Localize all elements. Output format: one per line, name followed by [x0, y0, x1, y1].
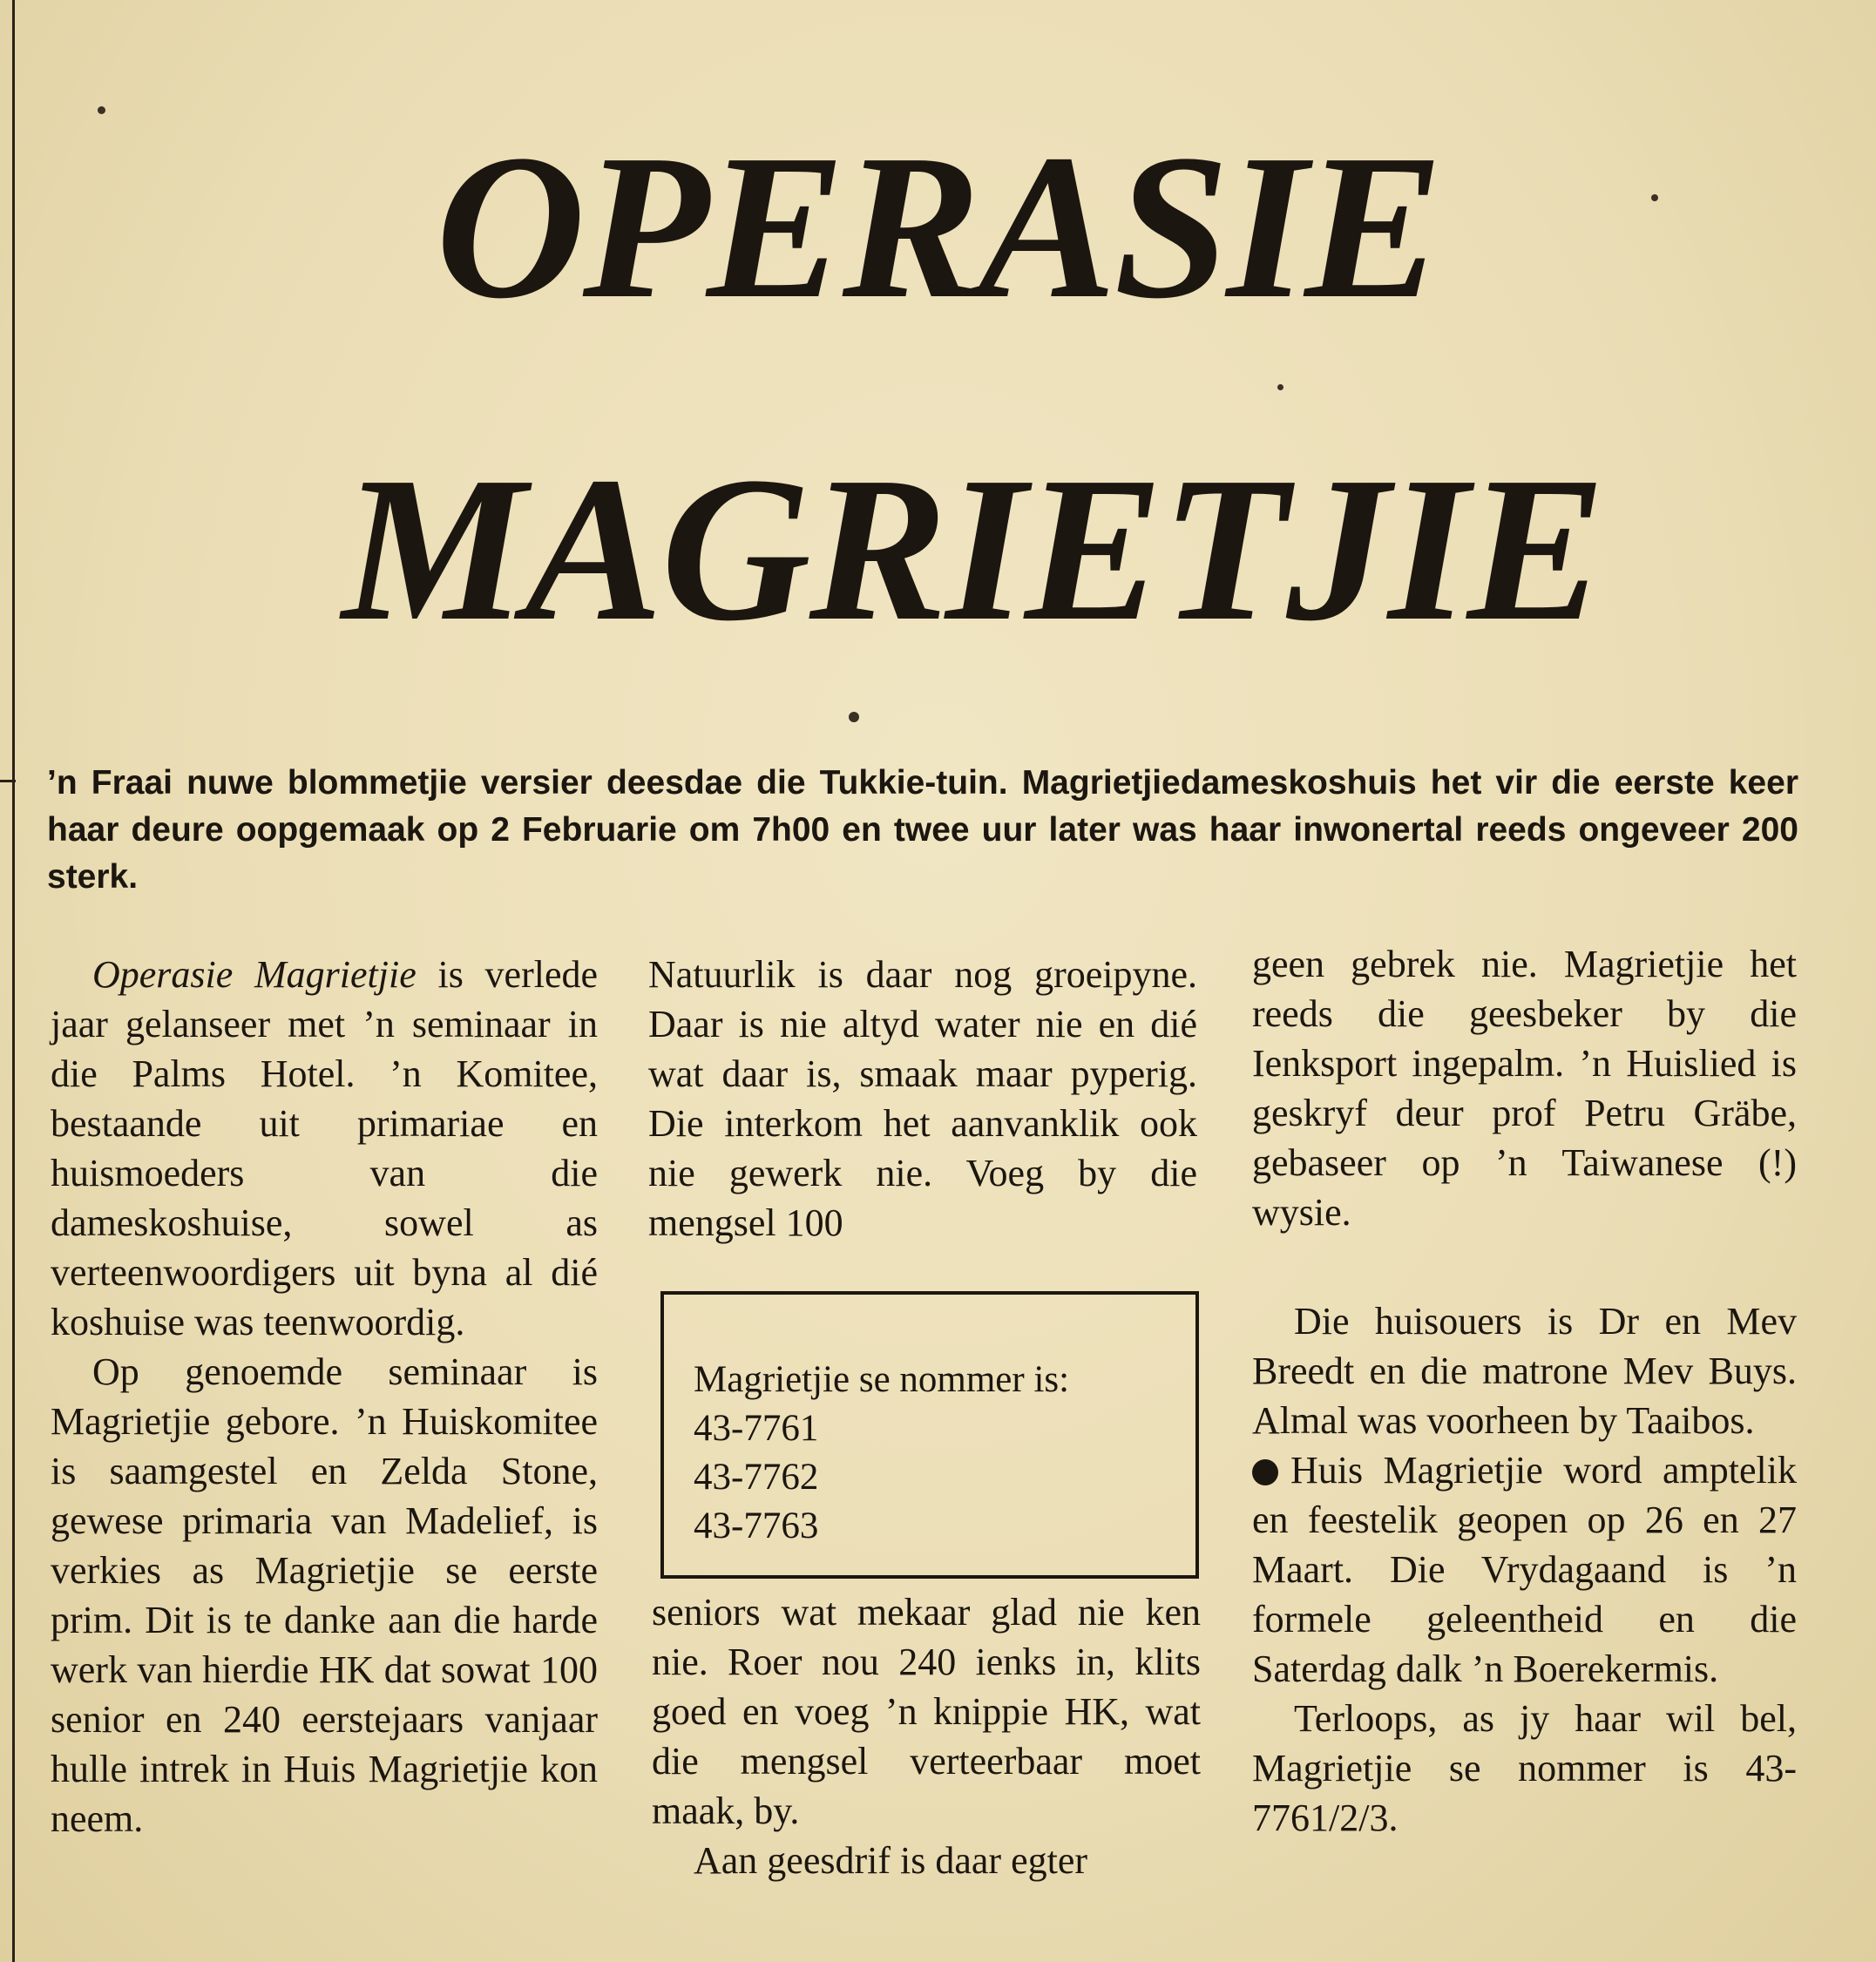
- column-2-bottom: [652, 1587, 1201, 1885]
- column-3-bullet-text: Huis Magrietjie word amptelik en feestelik geopen op 26 en 27 Maart. Die Vrydagaand is ’n formele geleentheid en die Saterdag dalk ’n Boerekermis.: [1252, 1449, 1797, 1690]
- phone-number-box-content: [694, 1356, 1069, 1551]
- column-2-top: [648, 950, 1197, 1248]
- column-2-paragraph-2: seniors wat mekaar glad nie ken nie. Roer nou 240 ienks in, klits goed en voeg ’n knippie HK, wat die mengsel verteerbaar moet maak, by.: [652, 1591, 1201, 1832]
- column-3-bullet-paragraph: [1252, 1445, 1797, 1694]
- phone-number-box: [660, 1291, 1199, 1579]
- column-1-paragraph-1: [51, 950, 598, 1347]
- intro-paragraph: ’n Fraai nuwe blommetjie versier deesdae die Tukkie-tuin. Magrietjiedameskoshuis het vir die eerste keer haar deure oopgemaak op 2 Februarie om 7h00 en twee uur later was haar inwonertal reeds ongeveer 200 sterk.: [47, 764, 1798, 896]
- column-1-paragraph-2: Op genoemde seminaar is Magrietjie gebore. ’n Huiskomitee is saamgestel en Zelda Stone, gewese primaria van Madelief, is verkies as Magrietjie se eerste prim. Dit is te danke aan die harde werk van hierdie HK dat sowat 100 senior en 240 eerstejaars vanjaar hulle intrek in Huis Magrietjie kon neem.: [51, 1350, 598, 1840]
- ink-speck: [1277, 384, 1283, 390]
- column-2-paragraph-3: Aan geesdrif is daar egter: [694, 1839, 1088, 1882]
- column-3-paragraph-4: Terloops, as jy haar wil bel, Magrietjie se nommer is 43-7761/2/3.: [1252, 1697, 1797, 1839]
- column-1-paragraph-1-text: is verlede jaar gelanseer met ’n seminaar in die Palms Hotel. ’n Komitee, bestaande uit primariae en huismoeders van die dameskoshuise, sowel as verteenwoordigers uit byna al dié koshuise was teenwoordig.: [51, 953, 599, 1343]
- ink-speck: [849, 712, 859, 722]
- phone-number: 43-7762: [694, 1457, 819, 1498]
- title-reference: Operasie Magrietjie: [92, 953, 417, 996]
- phone-number: 43-7763: [694, 1505, 819, 1546]
- column-3-bottom: [1252, 1296, 1797, 1843]
- ink-speck: [98, 106, 105, 114]
- column-1: [51, 950, 598, 1844]
- column-2-paragraph-1: Natuurlik is daar nog groeipyne. Daar is nie altyd water nie en dié wat daar is, smaak maar pyperig. Die interkom het aanvanklik ook nie gewerk nie. Voeg by die mengsel 100: [648, 953, 1197, 1244]
- border-tick-mark: [0, 780, 16, 782]
- headline-line-2: MAGRIETJIE: [342, 435, 1604, 664]
- column-3-top: [1252, 939, 1797, 1237]
- phone-number: 43-7761: [694, 1408, 819, 1449]
- column-3-paragraph-1: geen gebrek nie. Magrietjie het reeds die geesbeker by die Ienksport ingepalm. ’n Huislied is geskryf deur prof Petru Gräbe, gebaseer op ’n Taiwanese (!) wysie.: [1252, 943, 1797, 1234]
- headline-line-1: OPERASIE: [435, 112, 1441, 342]
- phone-number-label: Magrietjie se nommer is:: [694, 1359, 1070, 1400]
- bullet-icon: [1252, 1459, 1278, 1485]
- column-3-paragraph-2: Die huisouers is Dr en Mev Breedt en die matrone Mev Buys. Almal was voorheen by Taaibos.: [1252, 1300, 1797, 1442]
